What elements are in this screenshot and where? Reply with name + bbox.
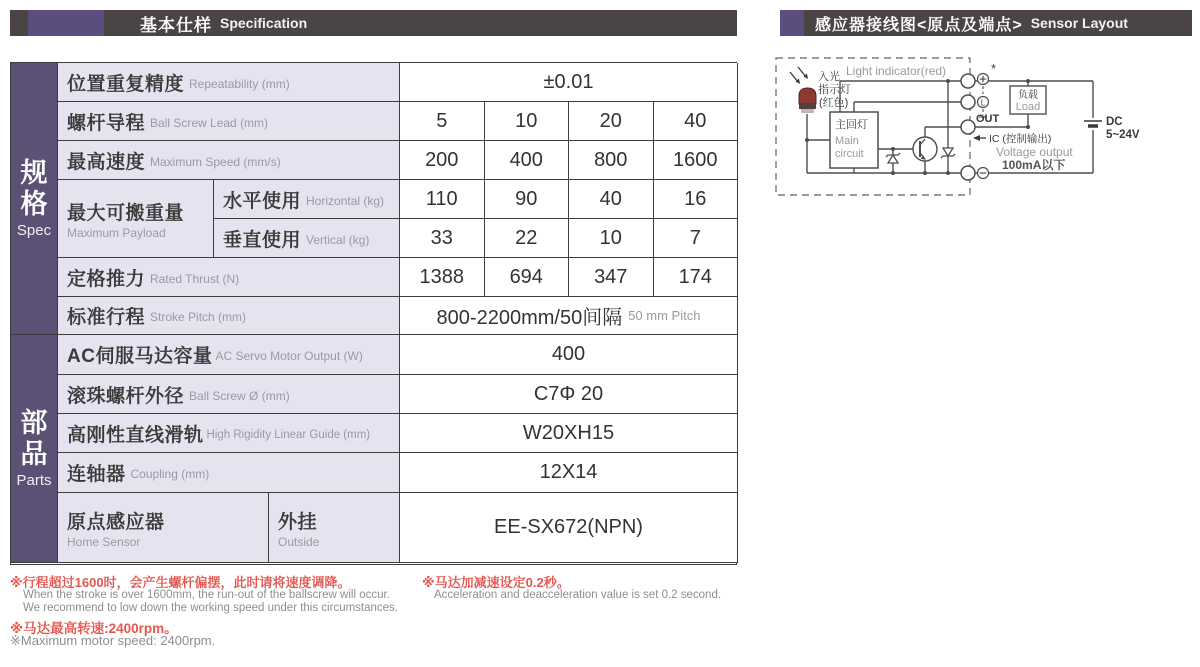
section-parts-label-en: Parts xyxy=(16,471,52,489)
led-label-cn1: 入光 xyxy=(818,71,840,83)
note-stroke-en2: We recommend to low down the working speed under this circumstances. xyxy=(23,602,398,614)
label-cn: 定格推力 xyxy=(67,268,146,290)
row-payload-horizontal-label xyxy=(214,180,400,219)
label-en: AC Servo Motor Output (W) xyxy=(215,349,363,363)
dc-label-2: 5~24V xyxy=(1106,129,1140,141)
payload-v-value-1: 33 xyxy=(400,219,485,258)
label-en: Repeatability (mm) xyxy=(189,76,290,91)
row-screwdia-label xyxy=(58,375,400,414)
lead-value-2: 10 xyxy=(485,102,570,141)
label-cn: 位置重复精度 xyxy=(67,73,185,95)
speed-value-3: 800 xyxy=(569,141,654,180)
label-en: Maximum Speed (mm/s) xyxy=(150,154,281,169)
current-limit-label: 100mA以下 xyxy=(1002,158,1066,172)
transistor xyxy=(913,137,937,161)
header-purple-block xyxy=(28,10,104,36)
thrust-value-3: 347 xyxy=(569,258,654,297)
terminal-circles xyxy=(961,74,975,180)
row-payload-vertical-label xyxy=(214,219,400,258)
zener-diode-2 xyxy=(941,148,955,158)
payload-v-value-4: 7 xyxy=(654,219,739,258)
sensor-header-title-en: Sensor Layout xyxy=(1030,15,1128,31)
sensor-header-title-cn: 感应器接线图<原点及端点> xyxy=(815,16,1023,34)
star-label: * xyxy=(991,61,997,76)
row-stroke-label xyxy=(58,297,400,335)
stroke-value-main: 800-2200mm/50间隔 xyxy=(436,307,623,329)
label-cn: 滚珠螺杆外径 xyxy=(67,385,185,407)
battery-symbol xyxy=(1084,121,1102,126)
main-circuit-en1: Main xyxy=(835,135,859,147)
row-sensor-sub-label xyxy=(269,493,400,563)
label-cn: 连轴器 xyxy=(67,464,126,485)
payload-h-value-3: 40 xyxy=(569,180,654,219)
label-en: Home Sensor xyxy=(67,534,141,549)
dc-label-1: DC xyxy=(1106,116,1123,128)
label-cn: 螺杆导程 xyxy=(67,112,146,134)
main-circuit-cn: 主回灯 xyxy=(835,119,868,131)
spec-header-bar xyxy=(10,10,737,36)
note-accel-en: Acceleration and deacceleration value is set 0.2 second. xyxy=(434,589,722,601)
note-motorspeed-cn: ※马达最高转速:2400rpm。 xyxy=(10,621,178,636)
section-parts-label-cn: 部品 xyxy=(20,408,48,469)
label-en: Horizontal (kg) xyxy=(306,193,385,208)
label-cn: 标准行程 xyxy=(67,307,146,328)
label-cn: 最高速度 xyxy=(67,151,146,173)
spec-header-title-en: Specification xyxy=(220,15,308,31)
voltage-output-label: Voltage output xyxy=(996,145,1073,159)
label-cn: AC伺服马达容量 xyxy=(67,346,213,367)
row-sensor-label xyxy=(58,493,269,563)
label-en: Coupling (mm) xyxy=(130,467,210,481)
row-speed-label xyxy=(58,141,400,180)
thrust-value-2: 694 xyxy=(485,258,570,297)
payload-v-value-3: 10 xyxy=(569,219,654,258)
label-en: Maximum Payload xyxy=(67,225,166,240)
led-label-cn2: 指示灯 xyxy=(818,84,851,96)
load-label-cn: 负载 xyxy=(1018,90,1038,101)
specification-table xyxy=(10,62,737,565)
header-purple-block xyxy=(780,10,804,36)
speed-value-2: 400 xyxy=(485,141,570,180)
zener-diode-1 xyxy=(886,153,900,163)
row-motor-value: 400 xyxy=(400,335,738,375)
thrust-value-4: 174 xyxy=(654,258,739,297)
speed-value-1: 200 xyxy=(400,141,485,180)
section-spec-label-cn: 规格 xyxy=(20,158,48,219)
plus-terminal-symbol xyxy=(978,74,989,95)
led-label-cn3: (红色) xyxy=(819,97,849,109)
label-en: Rated Thrust (N) xyxy=(150,271,240,286)
row-lead-label xyxy=(58,102,400,141)
payload-h-value-4: 16 xyxy=(654,180,739,219)
label-en: Ball Screw Lead (mm) xyxy=(150,115,269,130)
payload-v-value-2: 22 xyxy=(485,219,570,258)
light-indicator-label: Light indicator(red) xyxy=(846,64,947,78)
row-payload-label xyxy=(58,180,214,258)
label-en: Ball Screw Ø (mm) xyxy=(189,388,290,403)
row-repeatability-value: ±0.01 xyxy=(400,63,738,102)
thrust-value-1: 1388 xyxy=(400,258,485,297)
section-parts xyxy=(11,335,58,563)
sensor-wiring-diagram xyxy=(770,52,1200,202)
payload-h-value-1: 110 xyxy=(400,180,485,219)
lead-value-1: 5 xyxy=(400,102,485,141)
section-spec-label-en: Spec xyxy=(16,221,52,239)
note-accel-cn: ※马达加减速设定0.2秒。 xyxy=(422,575,570,590)
label-cn: 水平使用 xyxy=(223,190,302,212)
ic-label: IC (控制输出) xyxy=(989,133,1052,145)
load-label-en: Load xyxy=(1015,101,1041,113)
row-coupling-label xyxy=(58,453,400,493)
label-cn: 垂直使用 xyxy=(223,229,302,251)
spec-header-title-cn: 基本仕样 xyxy=(140,15,212,35)
section-spec xyxy=(11,63,58,335)
label-cn: 高刚性直线滑轨 xyxy=(67,424,204,446)
l-label: L xyxy=(980,98,986,108)
ic-arrow xyxy=(973,135,986,141)
label-en: Vertical (kg) xyxy=(306,232,370,247)
label-en: Stroke Pitch (mm) xyxy=(150,310,247,324)
speed-value-4: 1600 xyxy=(654,141,739,180)
minus-terminal-symbol xyxy=(978,168,989,179)
row-motor-label xyxy=(58,335,400,375)
row-thrust-label xyxy=(58,258,400,297)
note-stroke-en1: When the stroke is over 1600mm, the run-out of the ballscrew will occur. xyxy=(23,589,390,601)
out-label: OUT xyxy=(976,113,1000,125)
label-en: High Rigidity Linear Guide (mm) xyxy=(206,428,371,441)
label-cn: 外挂 xyxy=(278,511,318,533)
row-coupling-value: 12X14 xyxy=(400,453,738,493)
led-indicator xyxy=(790,67,816,113)
row-repeatability-label xyxy=(58,63,400,102)
row-guide-value: W20XH15 xyxy=(400,414,738,453)
row-guide-label xyxy=(58,414,400,453)
label-cn: 原点感应器 xyxy=(67,511,165,533)
sensor-header-bar xyxy=(780,10,1192,36)
note-stroke-cn: ※行程超过1600时，会产生螺杆偏摆，此时请将速度调降。 xyxy=(10,575,351,590)
lead-value-3: 20 xyxy=(569,102,654,141)
payload-h-value-2: 90 xyxy=(485,180,570,219)
stroke-value-suffix: 50 mm Pitch xyxy=(628,308,701,323)
row-screwdia-value: C7Φ 20 xyxy=(400,375,738,414)
header-dark-segment xyxy=(10,10,28,36)
row-sensor-value: EE-SX672(NPN) xyxy=(400,493,738,563)
lead-value-4: 40 xyxy=(654,102,739,141)
label-en: Outside xyxy=(278,534,320,549)
label-cn: 最大可搬重量 xyxy=(67,202,185,224)
note-motorspeed-en: ※Maximum motor speed: 2400rpm. xyxy=(10,633,216,648)
row-stroke-value xyxy=(400,297,738,335)
main-circuit-en2: circuit xyxy=(835,148,864,160)
